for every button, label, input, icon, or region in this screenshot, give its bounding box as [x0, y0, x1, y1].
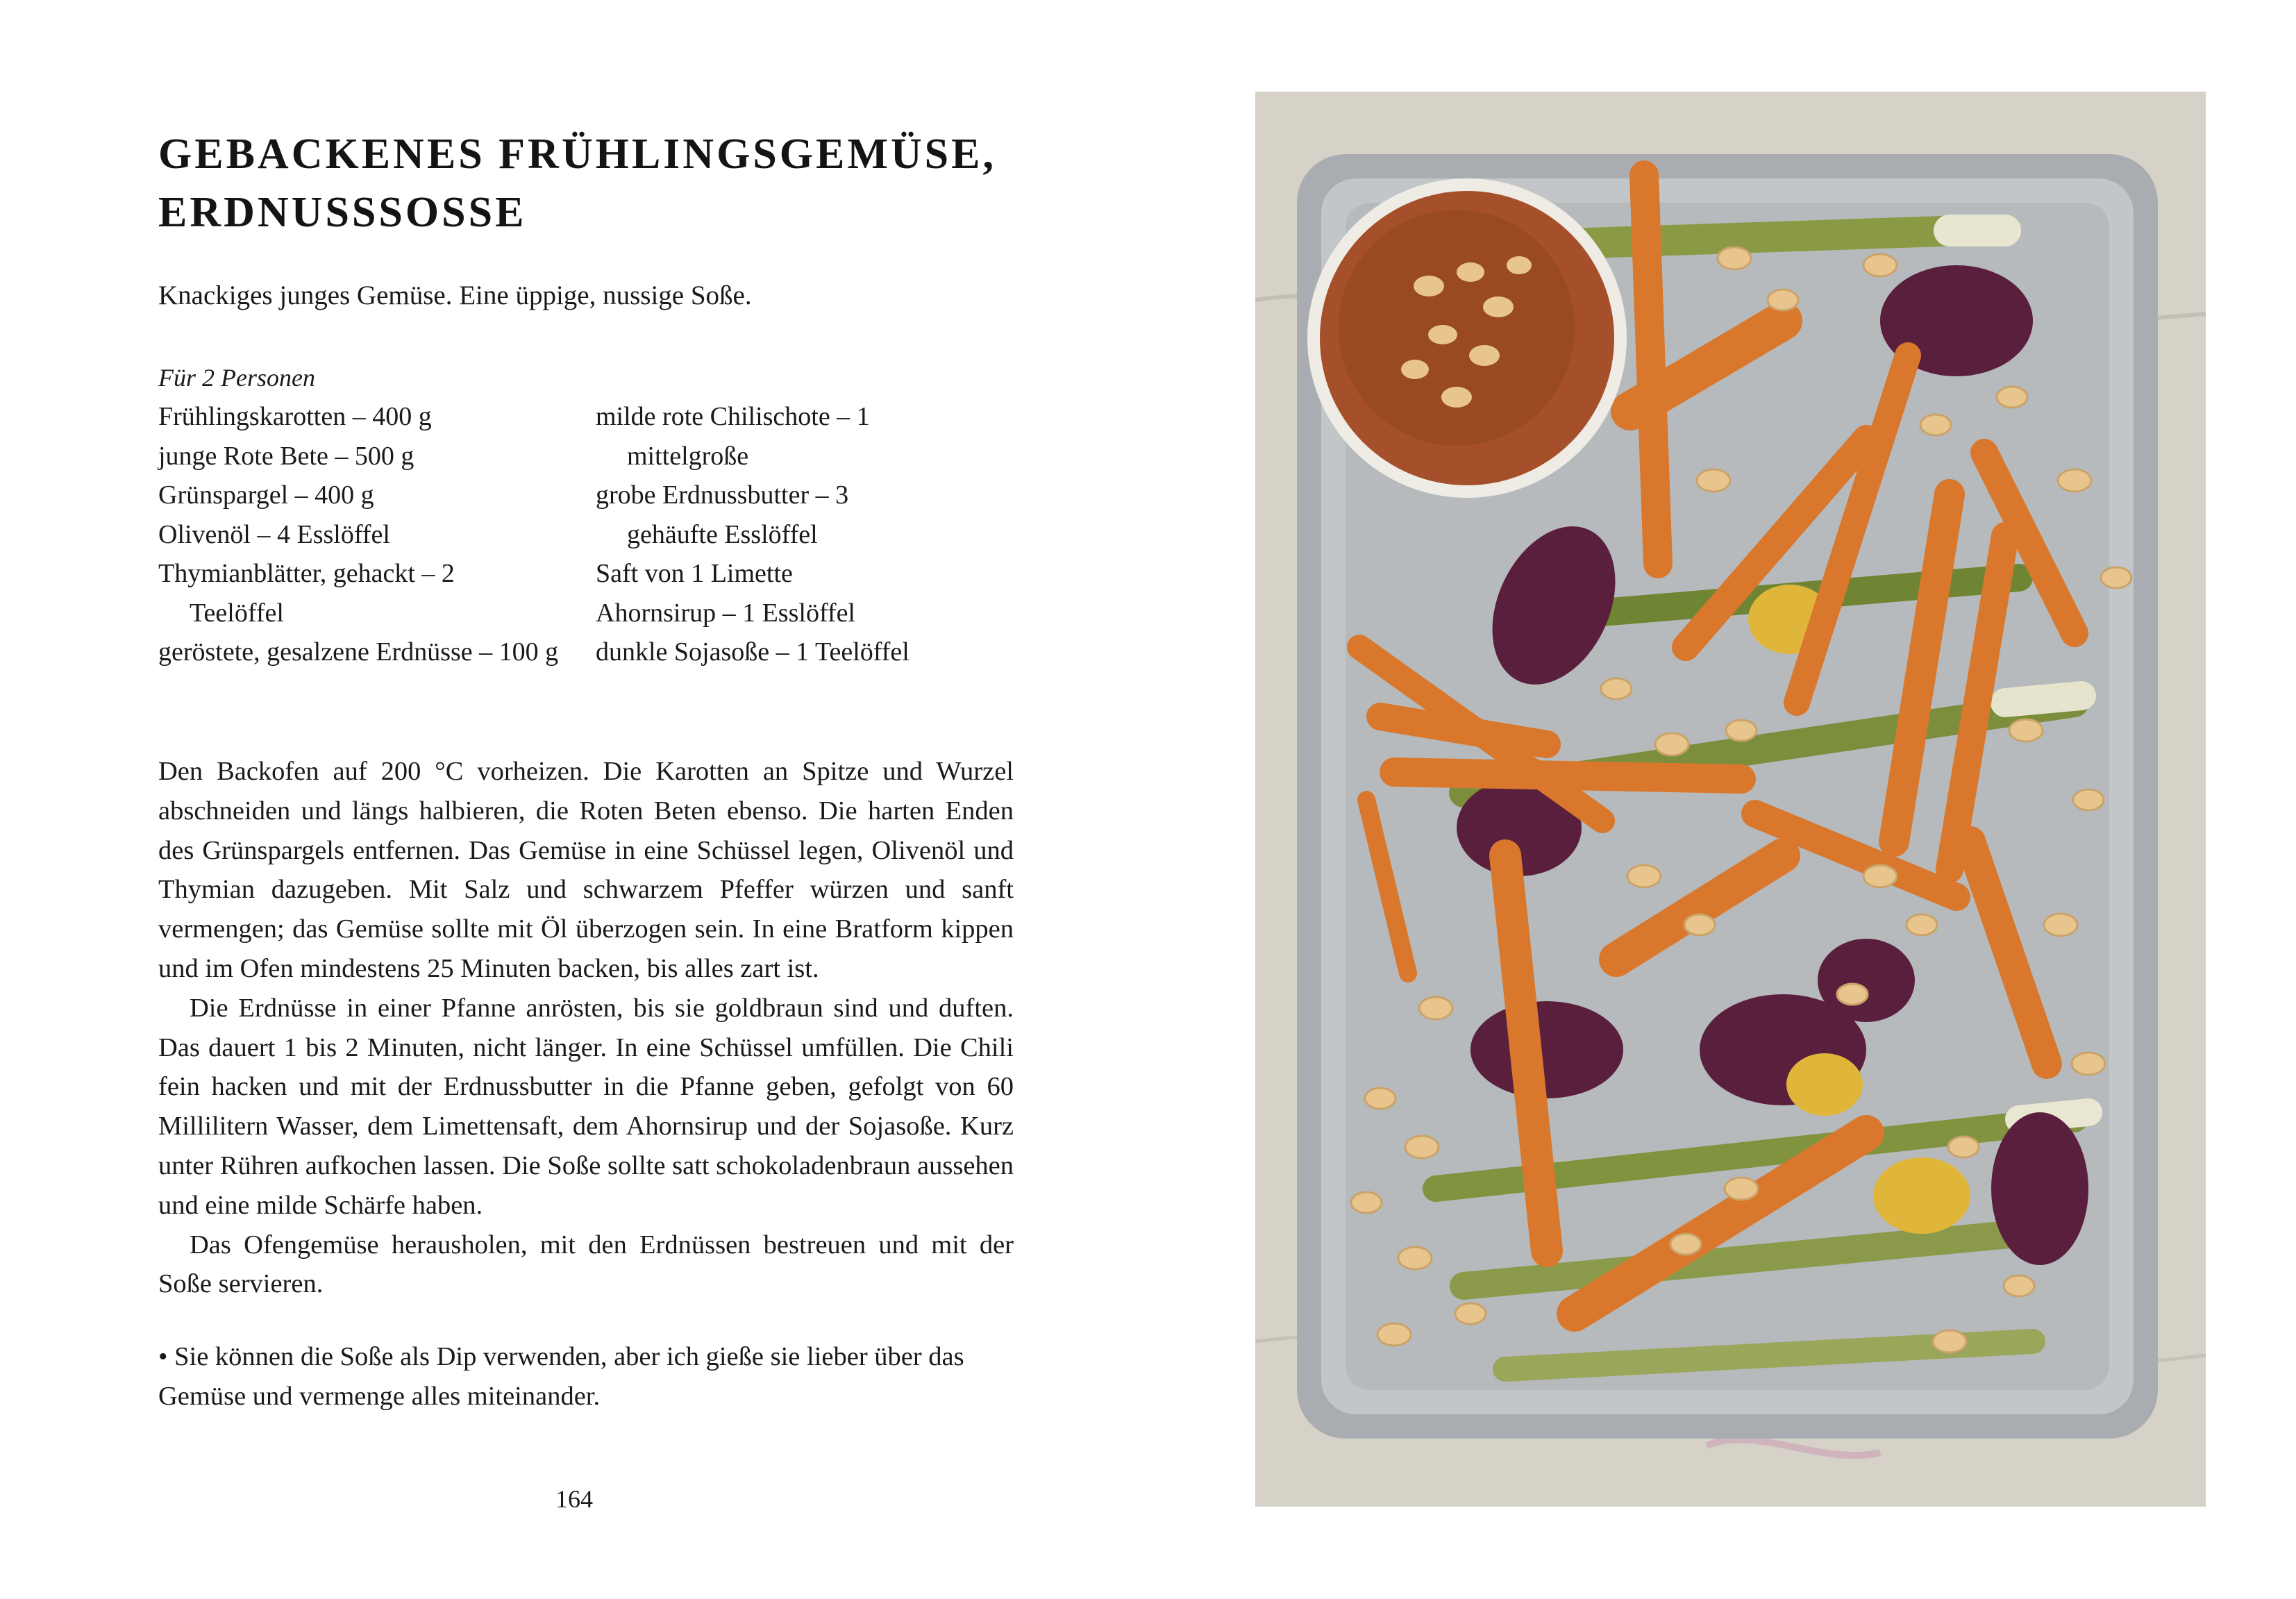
- servings-label: Für 2 Personen: [158, 364, 315, 392]
- title-line-2: ERDNUSSSOSSE: [158, 189, 527, 236]
- method-paragraph: Das Ofengemüse herausholen, mit den Erdnüssen bestreuen und mit der Soße servieren.: [158, 1230, 1014, 1299]
- ingredient-item: dunkle Sojasoße – 1 Teelöffel: [596, 637, 910, 667]
- ingredient-item: Grünspargel – 400 g: [158, 480, 374, 510]
- method-text: [158, 752, 1014, 1304]
- ingredients-list-right: [596, 397, 1040, 672]
- ingredient-item: junge Rote Bete – 500 g: [158, 441, 414, 471]
- ingredients-list-left: [158, 397, 575, 672]
- recipe-title: [158, 125, 1061, 242]
- ingredient-item: Saft von 1 Limette: [596, 559, 793, 588]
- roasted-vegetables-illustration: [1255, 92, 2206, 1507]
- food-photo: [1255, 92, 2206, 1507]
- method-paragraph: Die Erdnüsse in einer Pfanne anrösten, bis sie goldbraun sind und duften. Das dauert 1 bis 2 Minuten, nicht länger. In eine Schüssel umfüllen. Die Chili fein hacken und mit der Erdnussbutter in die Pfanne geben, gefolgt von 60 Millilitern Wasser, dem Limettensaft, dem Ahornsirup und der Sojasoße. Kurz unter Rühren aufkochen lassen. Die Soße sollte satt schokoladenbraun aussehen und eine milde Schärfe haben.: [158, 993, 1014, 1220]
- method-paragraph: Den Backofen auf 200 °C vorheizen. Die Karotten an Spitze und Wurzel abschneiden und längs halbieren, die Roten Beten ebenso. Die harten Enden des Grünspargels entfernen. Das Gemüse in eine Schüssel legen, Olivenöl und Thymian dazugeben. Mit Salz und schwarzem Pfeffer würzen und sanft vermengen; das Gemüse sollte mit Öl überzogen sein. In eine Bratform kippen und im Ofen mindestens 25 Minuten backen, bis alles zart ist.: [158, 757, 1014, 983]
- ingredient-item: Frühlingskarotten – 400 g: [158, 402, 432, 431]
- ingredient-item: milde rote Chilischote – 1 mittelgroße: [596, 402, 870, 471]
- ingredient-item: Ahornsirup – 1 Esslöffel: [596, 598, 855, 628]
- page-number: 164: [555, 1485, 593, 1513]
- recipe-tip: • Sie können die Soße als Dip verwenden, aber ich gieße sie lieber über das Gemüse und vermenge alles miteinander.: [158, 1342, 964, 1411]
- ingredient-item: Olivenöl – 4 Esslöffel: [158, 519, 390, 549]
- ingredient-item: Thymianblätter, gehackt – 2 Teelöffel: [158, 559, 455, 628]
- ingredient-item: grobe Erdnussbutter – 3 gehäufte Esslöffel: [596, 480, 849, 549]
- recipe-intro: Knackiges junges Gemüse. Eine üppige, nussige Soße.: [158, 281, 752, 310]
- title-line-1: GEBACKENES FRÜHLINGSGEMÜSE,: [158, 131, 996, 178]
- ingredient-item: geröstete, gesalzene Erdnüsse – 100 g: [158, 637, 559, 667]
